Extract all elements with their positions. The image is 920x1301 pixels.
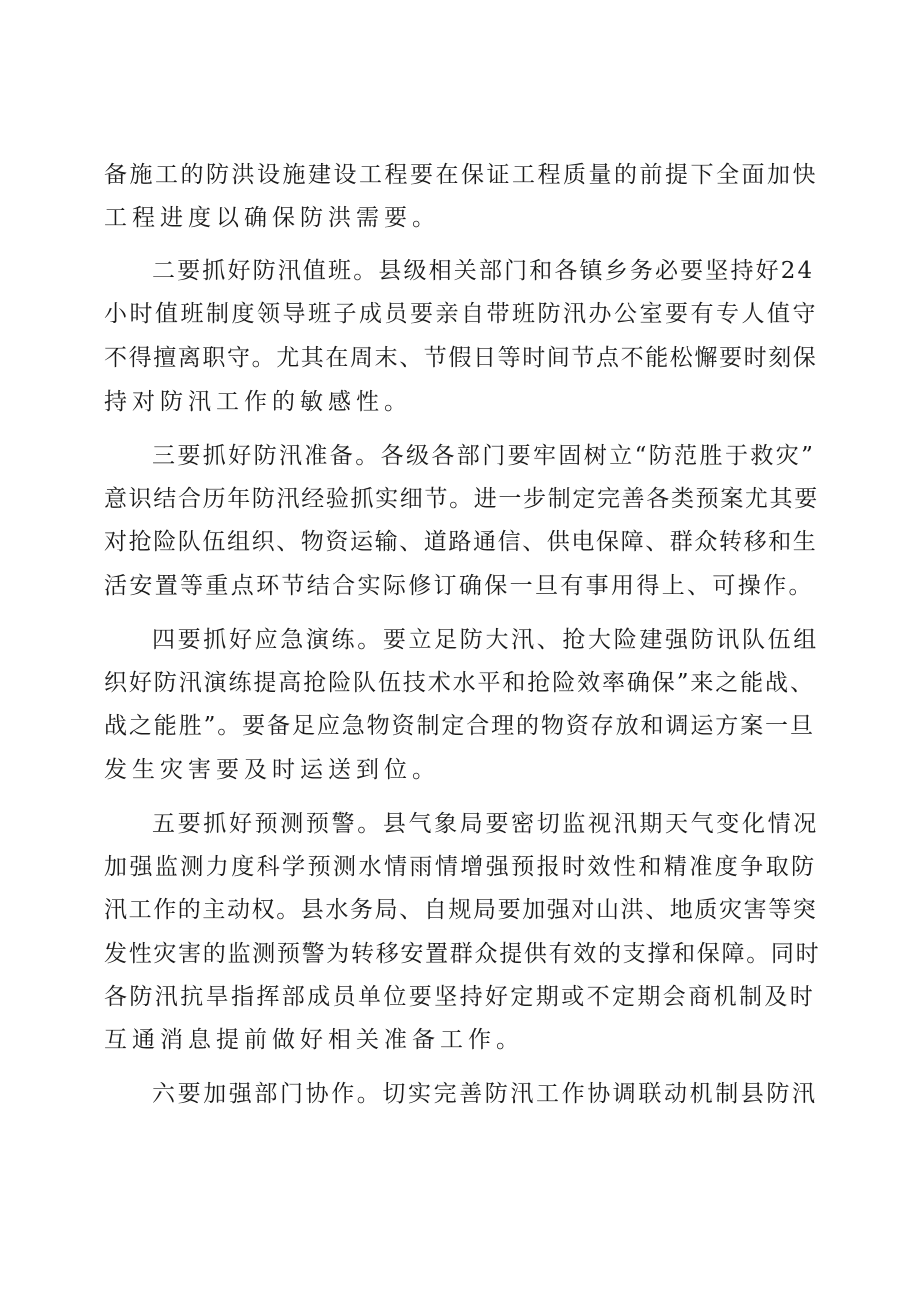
text-line: 加强监测力度科学预测水情雨情增强预报时效性和精准度争取防 xyxy=(104,854,817,880)
paragraph-start-line: 二要抓好防汛值班。县级相关部门和各镇乡务必要坚持好24 xyxy=(152,258,815,284)
text-line: 织好防汛演练提高抢险队伍技术水平和抢险效率确保”来之能战、 xyxy=(104,670,815,696)
text-line: 备施工的防洪设施建设工程要在保证工程质量的前提下全面加快 xyxy=(104,162,818,188)
text-line: 对抢险队伍组织、物资运输、道路通信、供电保障、群众转移和生 xyxy=(104,529,818,555)
text-line: 互通消息提前做好相关准备工作。 xyxy=(104,1027,524,1053)
text-line: 意识结合历年防汛经验抓实细节。进一步制定完善各类预案尤其要 xyxy=(104,486,819,512)
text-line: 发生灾害要及时运送到位。 xyxy=(104,757,440,783)
text-line: 汛工作的主动权。县水务局、自规局要加强对山洪、地质灾害等突 xyxy=(104,897,818,923)
text-line: 活安置等重点环节结合实际修订确保一旦有事用得上、可操作。 xyxy=(104,573,814,599)
text-line: 不得擅离职守。尤其在周末、节假日等时间节点不能松懈要时刻保 xyxy=(104,345,818,371)
text-line: 工程进度以确保防洪需要。 xyxy=(104,205,440,231)
text-line: 各防汛抗旱指挥部成员单位要坚持好定期或不定期会商机制及时 xyxy=(104,984,816,1010)
paragraph-start-line: 三要抓好防汛准备。各级各部门要牢固树立“防范胜于救灾” xyxy=(152,443,816,469)
paragraph-start-line: 四要抓好应急演练。要立足防大汛、抢大险建强防讯队伍组 xyxy=(152,627,819,653)
paragraph-start-line: 五要抓好预测预警。县气象局要密切监视汛期天气变化情况 xyxy=(152,811,819,837)
text-line: 小时值班制度领导班子成员要亲自带班防汛办公室要有专人值守 xyxy=(104,301,818,327)
text-line: 战之能胜”。要备足应急物资制定合理的物资存放和调运方案一旦 xyxy=(104,713,815,739)
paragraph-start-line: 六要加强部门协作。切实完善防汛工作协调联动机制县防汛 xyxy=(152,1081,818,1107)
text-line: 发性灾害的监测预警为转移安置群众提供有效的支撑和保障。同时 xyxy=(104,941,821,967)
text-line: 持对防汛工作的敏感性。 xyxy=(104,389,412,415)
